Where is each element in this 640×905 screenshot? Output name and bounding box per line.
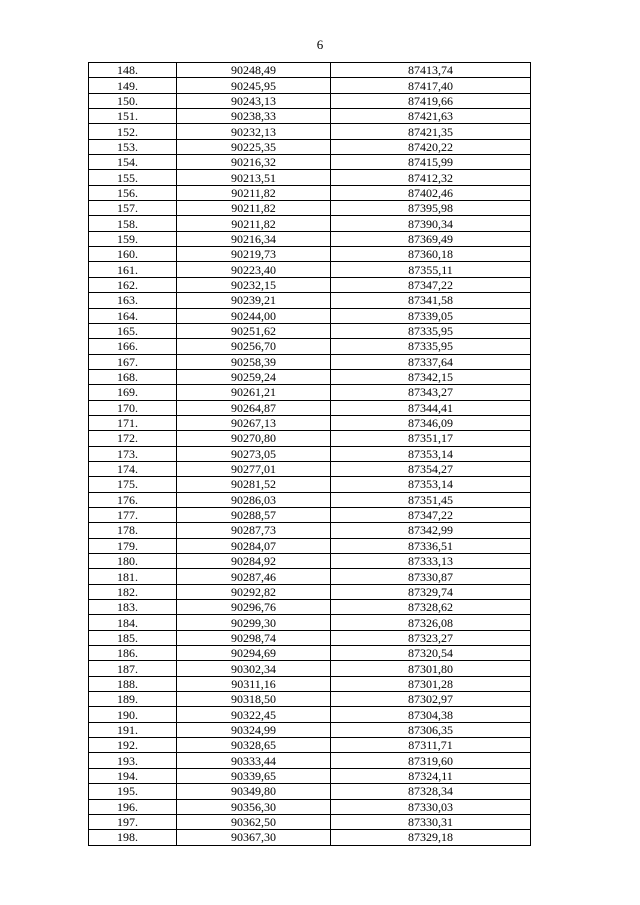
x-coordinate-cell: 90239,21 xyxy=(177,293,331,308)
x-coordinate-cell: 90216,32 xyxy=(177,155,331,170)
table-row xyxy=(89,216,531,231)
point-number-cell: 174. xyxy=(89,461,177,476)
point-number-cell: 154. xyxy=(89,155,177,170)
x-coordinate-cell: 90244,00 xyxy=(177,308,331,323)
y-coordinate-cell: 87344,41 xyxy=(331,400,531,415)
point-number-cell: 177. xyxy=(89,507,177,522)
table-row xyxy=(89,722,531,737)
point-number-cell: 193. xyxy=(89,753,177,768)
y-coordinate-cell: 87412,32 xyxy=(331,170,531,185)
x-coordinate-cell: 90213,51 xyxy=(177,170,331,185)
point-number-cell: 183. xyxy=(89,600,177,615)
y-coordinate-cell: 87353,14 xyxy=(331,477,531,492)
table-row xyxy=(89,692,531,707)
point-number-cell: 172. xyxy=(89,431,177,446)
point-number-cell: 194. xyxy=(89,768,177,783)
point-number-cell: 157. xyxy=(89,201,177,216)
point-number-cell: 188. xyxy=(89,676,177,691)
table-row xyxy=(89,523,531,538)
point-number-cell: 159. xyxy=(89,231,177,246)
x-coordinate-cell: 90349,80 xyxy=(177,784,331,799)
x-coordinate-cell: 90273,05 xyxy=(177,446,331,461)
x-coordinate-cell: 90211,82 xyxy=(177,216,331,231)
point-number-cell: 171. xyxy=(89,415,177,430)
point-number-cell: 164. xyxy=(89,308,177,323)
point-number-cell: 150. xyxy=(89,93,177,108)
table-row xyxy=(89,661,531,676)
x-coordinate-cell: 90284,07 xyxy=(177,538,331,553)
y-coordinate-cell: 87342,99 xyxy=(331,523,531,538)
y-coordinate-cell: 87347,22 xyxy=(331,507,531,522)
x-coordinate-cell: 90259,24 xyxy=(177,369,331,384)
table-row xyxy=(89,814,531,829)
y-coordinate-cell: 87369,49 xyxy=(331,231,531,246)
y-coordinate-cell: 87346,09 xyxy=(331,415,531,430)
x-coordinate-cell: 90311,16 xyxy=(177,676,331,691)
y-coordinate-cell: 87328,62 xyxy=(331,600,531,615)
point-number-cell: 173. xyxy=(89,446,177,461)
y-coordinate-cell: 87339,05 xyxy=(331,308,531,323)
point-number-cell: 186. xyxy=(89,646,177,661)
table-row xyxy=(89,109,531,124)
x-coordinate-cell: 90286,03 xyxy=(177,492,331,507)
y-coordinate-cell: 87311,71 xyxy=(331,738,531,753)
x-coordinate-cell: 90287,73 xyxy=(177,523,331,538)
point-number-cell: 179. xyxy=(89,538,177,553)
y-coordinate-cell: 87301,80 xyxy=(331,661,531,676)
point-number-cell: 178. xyxy=(89,523,177,538)
table-row xyxy=(89,415,531,430)
point-number-cell: 198. xyxy=(89,830,177,845)
x-coordinate-cell: 90270,80 xyxy=(177,431,331,446)
y-coordinate-cell: 87402,46 xyxy=(331,185,531,200)
table-row xyxy=(89,308,531,323)
table-row xyxy=(89,170,531,185)
y-coordinate-cell: 87301,28 xyxy=(331,676,531,691)
table-row xyxy=(89,477,531,492)
x-coordinate-cell: 90251,62 xyxy=(177,323,331,338)
table-row xyxy=(89,554,531,569)
table-row xyxy=(89,262,531,277)
table-row xyxy=(89,139,531,154)
point-number-cell: 158. xyxy=(89,216,177,231)
point-number-cell: 192. xyxy=(89,738,177,753)
table-row xyxy=(89,799,531,814)
point-number-cell: 190. xyxy=(89,707,177,722)
point-number-cell: 167. xyxy=(89,354,177,369)
point-number-cell: 195. xyxy=(89,784,177,799)
x-coordinate-cell: 90284,92 xyxy=(177,554,331,569)
point-number-cell: 149. xyxy=(89,78,177,93)
point-number-cell: 166. xyxy=(89,339,177,354)
y-coordinate-cell: 87355,11 xyxy=(331,262,531,277)
page-number: 6 xyxy=(316,37,324,52)
table-row xyxy=(89,646,531,661)
y-coordinate-cell: 87390,34 xyxy=(331,216,531,231)
table-row xyxy=(89,431,531,446)
y-coordinate-cell: 87329,74 xyxy=(331,584,531,599)
point-number-cell: 151. xyxy=(89,109,177,124)
table-row xyxy=(89,63,531,78)
y-coordinate-cell: 87351,45 xyxy=(331,492,531,507)
x-coordinate-cell: 90264,87 xyxy=(177,400,331,415)
y-coordinate-cell: 87319,60 xyxy=(331,753,531,768)
y-coordinate-cell: 87335,95 xyxy=(331,339,531,354)
table-row xyxy=(89,400,531,415)
y-coordinate-cell: 87302,97 xyxy=(331,692,531,707)
table-row xyxy=(89,507,531,522)
y-coordinate-cell: 87420,22 xyxy=(331,139,531,154)
point-number-cell: 153. xyxy=(89,139,177,154)
table-row xyxy=(89,707,531,722)
table-row xyxy=(89,323,531,338)
point-number-cell: 175. xyxy=(89,477,177,492)
x-coordinate-cell: 90223,40 xyxy=(177,262,331,277)
x-coordinate-cell: 90267,13 xyxy=(177,415,331,430)
y-coordinate-cell: 87333,13 xyxy=(331,554,531,569)
y-coordinate-cell: 87417,40 xyxy=(331,78,531,93)
coordinates-table-body xyxy=(89,63,531,846)
y-coordinate-cell: 87304,38 xyxy=(331,707,531,722)
point-number-cell: 156. xyxy=(89,185,177,200)
x-coordinate-cell: 90356,30 xyxy=(177,799,331,814)
point-number-cell: 191. xyxy=(89,722,177,737)
x-coordinate-cell: 90318,50 xyxy=(177,692,331,707)
point-number-cell: 184. xyxy=(89,615,177,630)
x-coordinate-cell: 90294,69 xyxy=(177,646,331,661)
y-coordinate-cell: 87337,64 xyxy=(331,354,531,369)
point-number-cell: 181. xyxy=(89,569,177,584)
y-coordinate-cell: 87343,27 xyxy=(331,385,531,400)
table-row xyxy=(89,830,531,845)
x-coordinate-cell: 90238,33 xyxy=(177,109,331,124)
y-coordinate-cell: 87353,14 xyxy=(331,446,531,461)
y-coordinate-cell: 87320,54 xyxy=(331,646,531,661)
point-number-cell: 168. xyxy=(89,369,177,384)
point-number-cell: 182. xyxy=(89,584,177,599)
table-row xyxy=(89,385,531,400)
x-coordinate-cell: 90298,74 xyxy=(177,630,331,645)
point-number-cell: 176. xyxy=(89,492,177,507)
x-coordinate-cell: 90245,95 xyxy=(177,78,331,93)
point-number-cell: 160. xyxy=(89,247,177,262)
table-row xyxy=(89,78,531,93)
table-row xyxy=(89,738,531,753)
x-coordinate-cell: 90256,70 xyxy=(177,339,331,354)
point-number-cell: 197. xyxy=(89,814,177,829)
y-coordinate-cell: 87336,51 xyxy=(331,538,531,553)
y-coordinate-cell: 87395,98 xyxy=(331,201,531,216)
point-number-cell: 161. xyxy=(89,262,177,277)
x-coordinate-cell: 90232,13 xyxy=(177,124,331,139)
table-row xyxy=(89,201,531,216)
x-coordinate-cell: 90328,65 xyxy=(177,738,331,753)
y-coordinate-cell: 87421,35 xyxy=(331,124,531,139)
table-row xyxy=(89,538,531,553)
point-number-cell: 162. xyxy=(89,277,177,292)
x-coordinate-cell: 90243,13 xyxy=(177,93,331,108)
y-coordinate-cell: 87341,58 xyxy=(331,293,531,308)
table-row xyxy=(89,369,531,384)
y-coordinate-cell: 87330,03 xyxy=(331,799,531,814)
y-coordinate-cell: 87354,27 xyxy=(331,461,531,476)
point-number-cell: 148. xyxy=(89,63,177,78)
point-number-cell: 170. xyxy=(89,400,177,415)
x-coordinate-cell: 90292,82 xyxy=(177,584,331,599)
table-row xyxy=(89,784,531,799)
table-row xyxy=(89,615,531,630)
point-number-cell: 169. xyxy=(89,385,177,400)
x-coordinate-cell: 90367,30 xyxy=(177,830,331,845)
x-coordinate-cell: 90302,34 xyxy=(177,661,331,676)
x-coordinate-cell: 90322,45 xyxy=(177,707,331,722)
table-row xyxy=(89,753,531,768)
y-coordinate-cell: 87323,27 xyxy=(331,630,531,645)
table-row xyxy=(89,231,531,246)
table-row xyxy=(89,630,531,645)
y-coordinate-cell: 87335,95 xyxy=(331,323,531,338)
point-number-cell: 180. xyxy=(89,554,177,569)
table-row xyxy=(89,461,531,476)
y-coordinate-cell: 87415,99 xyxy=(331,155,531,170)
table-row xyxy=(89,247,531,262)
point-number-cell: 163. xyxy=(89,293,177,308)
x-coordinate-cell: 90296,76 xyxy=(177,600,331,615)
y-coordinate-cell: 87351,17 xyxy=(331,431,531,446)
x-coordinate-cell: 90261,21 xyxy=(177,385,331,400)
x-coordinate-cell: 90219,73 xyxy=(177,247,331,262)
table-row xyxy=(89,676,531,691)
y-coordinate-cell: 87330,87 xyxy=(331,569,531,584)
x-coordinate-cell: 90339,65 xyxy=(177,768,331,783)
x-coordinate-cell: 90287,46 xyxy=(177,569,331,584)
table-row xyxy=(89,584,531,599)
y-coordinate-cell: 87342,15 xyxy=(331,369,531,384)
x-coordinate-cell: 90324,99 xyxy=(177,722,331,737)
y-coordinate-cell: 87421,63 xyxy=(331,109,531,124)
y-coordinate-cell: 87330,31 xyxy=(331,814,531,829)
table-row xyxy=(89,354,531,369)
y-coordinate-cell: 87413,74 xyxy=(331,63,531,78)
y-coordinate-cell: 87324,11 xyxy=(331,768,531,783)
x-coordinate-cell: 90211,82 xyxy=(177,185,331,200)
x-coordinate-cell: 90258,39 xyxy=(177,354,331,369)
point-number-cell: 152. xyxy=(89,124,177,139)
table-row xyxy=(89,492,531,507)
coordinates-table xyxy=(88,62,531,846)
point-number-cell: 165. xyxy=(89,323,177,338)
y-coordinate-cell: 87328,34 xyxy=(331,784,531,799)
x-coordinate-cell: 90277,01 xyxy=(177,461,331,476)
table-row xyxy=(89,277,531,292)
x-coordinate-cell: 90288,57 xyxy=(177,507,331,522)
x-coordinate-cell: 90299,30 xyxy=(177,615,331,630)
point-number-cell: 185. xyxy=(89,630,177,645)
table-row xyxy=(89,293,531,308)
y-coordinate-cell: 87360,18 xyxy=(331,247,531,262)
table-row xyxy=(89,569,531,584)
point-number-cell: 187. xyxy=(89,661,177,676)
table-row xyxy=(89,124,531,139)
point-number-cell: 155. xyxy=(89,170,177,185)
x-coordinate-cell: 90232,15 xyxy=(177,277,331,292)
y-coordinate-cell: 87347,22 xyxy=(331,277,531,292)
x-coordinate-cell: 90362,50 xyxy=(177,814,331,829)
table-row xyxy=(89,600,531,615)
y-coordinate-cell: 87326,08 xyxy=(331,615,531,630)
table-row xyxy=(89,155,531,170)
point-number-cell: 189. xyxy=(89,692,177,707)
table-row xyxy=(89,93,531,108)
y-coordinate-cell: 87329,18 xyxy=(331,830,531,845)
x-coordinate-cell: 90248,49 xyxy=(177,63,331,78)
x-coordinate-cell: 90211,82 xyxy=(177,201,331,216)
x-coordinate-cell: 90333,44 xyxy=(177,753,331,768)
x-coordinate-cell: 90216,34 xyxy=(177,231,331,246)
table-row xyxy=(89,185,531,200)
x-coordinate-cell: 90225,35 xyxy=(177,139,331,154)
table-row xyxy=(89,446,531,461)
table-row xyxy=(89,339,531,354)
table-row xyxy=(89,768,531,783)
y-coordinate-cell: 87419,66 xyxy=(331,93,531,108)
point-number-cell: 196. xyxy=(89,799,177,814)
x-coordinate-cell: 90281,52 xyxy=(177,477,331,492)
y-coordinate-cell: 87306,35 xyxy=(331,722,531,737)
